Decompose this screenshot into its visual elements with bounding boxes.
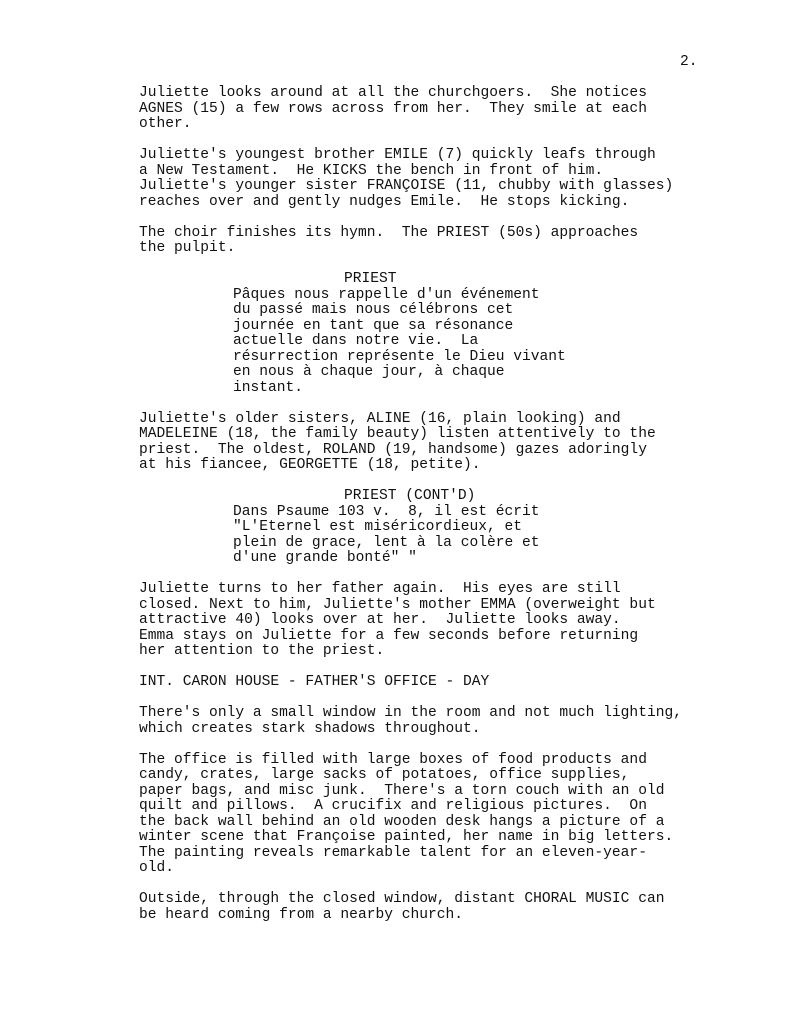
action-paragraph: Juliette turns to her father again. His eyes are still closed. Next to him, Juliette's mother EMMA (overweight but attractive 40) looks over at her. Juliette looks away. Emma stays on Juliette for a few seconds before returning her attention to the priest. bbox=[139, 581, 656, 659]
dialogue-text: Dans Psaume 103 v. 8, il est écrit "L'Eternel est miséricordieux, et plein de grace, lent à la colère et d'une grande bonté" " bbox=[233, 503, 540, 566]
dialogue-block bbox=[139, 272, 739, 396]
action-paragraph: Juliette looks around at all the churchgoers. She notices AGNES (15) a few rows across from her. They smile at each other. bbox=[139, 85, 647, 132]
character-name: PRIEST bbox=[344, 271, 397, 287]
action-paragraph: The office is filled with large boxes of food products and candy, crates, large sacks of potatoes, office supplies, paper bags, and misc junk. There's a torn couch with an old quilt and pillows. A crucifix and religious pictures. On the back wall behind an old wooden desk hangs a picture of a winter scene that Françoise painted, her name in big letters. The painting reveals remarkable talent for an eleven-year- old. bbox=[139, 751, 674, 876]
script-body bbox=[139, 86, 739, 939]
page-number: 2. bbox=[680, 54, 698, 70]
scene-heading: INT. CARON HOUSE - FATHER'S OFFICE - DAY bbox=[139, 674, 490, 690]
action-paragraph: There's only a small window in the room and not much lighting, which creates stark shadows throughout. bbox=[139, 705, 682, 737]
action-paragraph: Outside, through the closed window, distant CHORAL MUSIC can be heard coming from a nearby church. bbox=[139, 891, 665, 923]
action-paragraph: Juliette's youngest brother EMILE (7) quickly leafs through a New Testament. He KICKS the bench in front of him. Juliette's younger sister FRANÇOISE (11, chubby with glasses) reaches over and gently nudges Emile. He stops kicking. bbox=[139, 147, 674, 210]
action-paragraph: The choir finishes its hymn. The PRIEST (50s) approaches the pulpit. bbox=[139, 224, 639, 256]
dialogue-text: Pâques nous rappelle d'un événement du passé mais nous célébrons cet journée en tant que sa résonance actuelle dans notre vie. La résurrection représente le Dieu vivant en nous à chaque jour, à chaque instant. bbox=[233, 286, 566, 396]
dialogue-block bbox=[139, 489, 739, 567]
character-name: PRIEST (CONT'D) bbox=[344, 488, 476, 504]
action-paragraph: Juliette's older sisters, ALINE (16, plain looking) and MADELEINE (18, the family beauty) listen attentively to the priest. The oldest, ROLAND (19, handsome) gazes adoringly at his fiancee, GEORGETTE (18, petite). bbox=[139, 410, 656, 473]
